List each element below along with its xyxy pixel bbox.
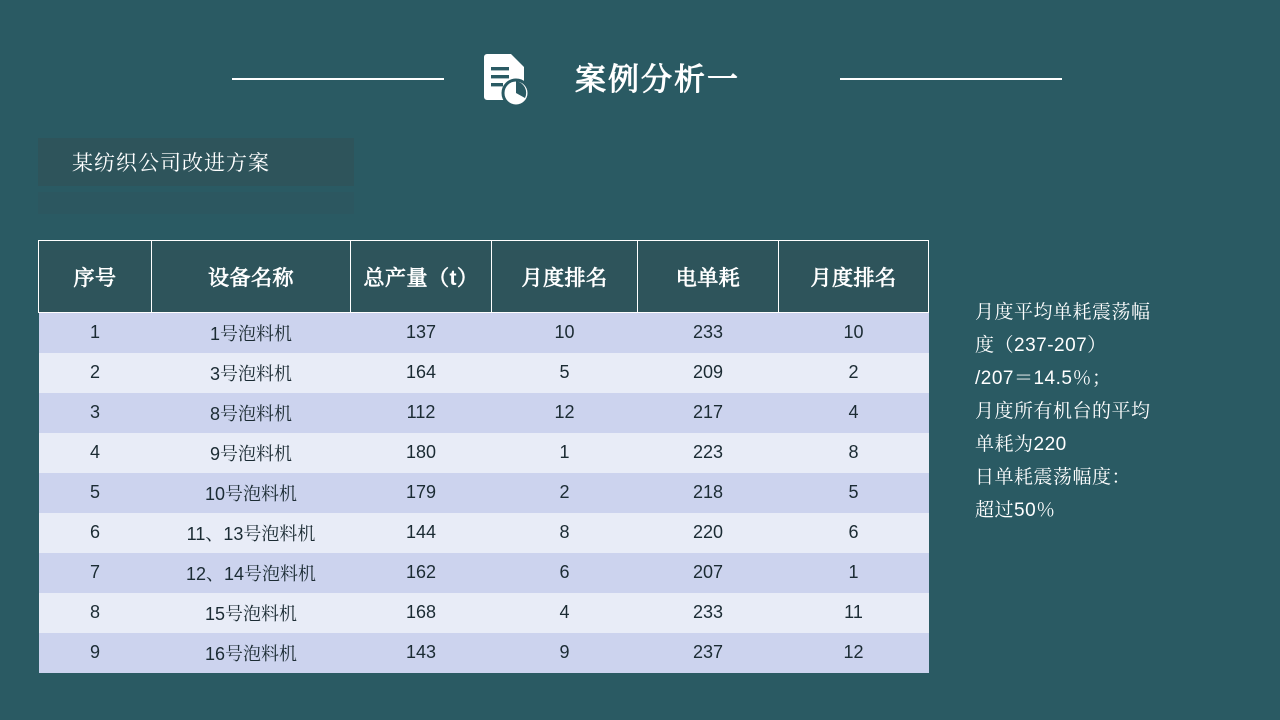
cell-index: 2: [39, 353, 152, 393]
cell-index: 3: [39, 393, 152, 433]
cell-rank-output: 10: [492, 313, 638, 353]
column-header-monthly-rank-output: 月度排名: [492, 241, 638, 313]
cell-unit-power: 209: [638, 353, 779, 393]
cell-unit-power: 217: [638, 393, 779, 433]
column-header-total-output: 总产量（t）: [351, 241, 492, 313]
cell-rank-power: 10: [779, 313, 929, 353]
cell-unit-power: 233: [638, 593, 779, 633]
cell-rank-power: 4: [779, 393, 929, 433]
cell-rank-output: 8: [492, 513, 638, 553]
slide-header: [0, 0, 1280, 130]
cell-rank-power: 12: [779, 633, 929, 673]
cell-rank-output: 5: [492, 353, 638, 393]
table-row: [39, 473, 929, 513]
analysis-notes: [975, 296, 1255, 527]
cell-index: 8: [39, 593, 152, 633]
table-row: [39, 513, 929, 553]
note-line: 月度平均单耗震荡幅: [975, 302, 1151, 323]
cell-rank-power: 11: [779, 593, 929, 633]
cell-total-output: 162: [351, 553, 492, 593]
cell-total-output: 180: [351, 433, 492, 473]
column-header-unit-power: 电单耗: [638, 241, 779, 313]
cell-device-name: 1号泡料机: [152, 313, 351, 353]
cell-unit-power: 207: [638, 553, 779, 593]
cell-device-name: 15号泡料机: [152, 593, 351, 633]
table-row: [39, 553, 929, 593]
cell-unit-power: 233: [638, 313, 779, 353]
cell-unit-power: 218: [638, 473, 779, 513]
table-header-row: [39, 241, 929, 313]
cell-rank-output: 4: [492, 593, 638, 633]
table-row: [39, 353, 929, 393]
section-title-label: 某纺织公司改进方案: [72, 152, 270, 175]
cell-total-output: 164: [351, 353, 492, 393]
cell-rank-output: 1: [492, 433, 638, 473]
document-report-icon: [478, 52, 532, 108]
note-line: 单耗为220: [975, 434, 1067, 455]
cell-index: 4: [39, 433, 152, 473]
cell-index: 6: [39, 513, 152, 553]
table-row: [39, 393, 929, 433]
cell-index: 5: [39, 473, 152, 513]
note-line: 超过50％: [975, 500, 1056, 521]
cell-total-output: 143: [351, 633, 492, 673]
cell-index: 7: [39, 553, 152, 593]
cell-rank-power: 2: [779, 353, 929, 393]
cell-total-output: 168: [351, 593, 492, 633]
cell-unit-power: 237: [638, 633, 779, 673]
cell-rank-output: 2: [492, 473, 638, 513]
cell-device-name: 10号泡料机: [152, 473, 351, 513]
cell-rank-output: 6: [492, 553, 638, 593]
header-rule-left: [232, 78, 444, 80]
cell-total-output: 112: [351, 393, 492, 433]
note-line: 月度所有机台的平均: [975, 401, 1151, 422]
column-header-monthly-rank-power: 月度排名: [779, 241, 929, 313]
equipment-table: [38, 240, 929, 673]
cell-rank-output: 12: [492, 393, 638, 433]
table-row: [39, 633, 929, 673]
equipment-table-container: [38, 240, 928, 673]
cell-unit-power: 223: [638, 433, 779, 473]
section-title-banner: [38, 138, 354, 186]
cell-total-output: 137: [351, 313, 492, 353]
cell-total-output: 179: [351, 473, 492, 513]
note-line: /207＝14.5％；: [975, 368, 1112, 389]
column-header-device-name: 设备名称: [152, 241, 351, 313]
cell-device-name: 9号泡料机: [152, 433, 351, 473]
cell-total-output: 144: [351, 513, 492, 553]
cell-rank-power: 5: [779, 473, 929, 513]
cell-device-name: 3号泡料机: [152, 353, 351, 393]
cell-index: 9: [39, 633, 152, 673]
note-line: 日单耗震荡幅度：: [975, 467, 1132, 488]
cell-device-name: 8号泡料机: [152, 393, 351, 433]
cell-index: 1: [39, 313, 152, 353]
note-line: 度（237-207）: [975, 335, 1107, 356]
page-title: 案例分析一: [575, 62, 740, 97]
cell-device-name: 12、14号泡料机: [152, 553, 351, 593]
column-header-index: 序号: [39, 241, 152, 313]
section-title-underbar: [38, 192, 354, 214]
cell-rank-power: 6: [779, 513, 929, 553]
cell-rank-power: 8: [779, 433, 929, 473]
cell-rank-output: 9: [492, 633, 638, 673]
header-rule-right: [840, 78, 1062, 80]
table-row: [39, 433, 929, 473]
cell-device-name: 11、13号泡料机: [152, 513, 351, 553]
cell-unit-power: 220: [638, 513, 779, 553]
table-row: [39, 593, 929, 633]
table-row: [39, 313, 929, 353]
cell-rank-power: 1: [779, 553, 929, 593]
cell-device-name: 16号泡料机: [152, 633, 351, 673]
